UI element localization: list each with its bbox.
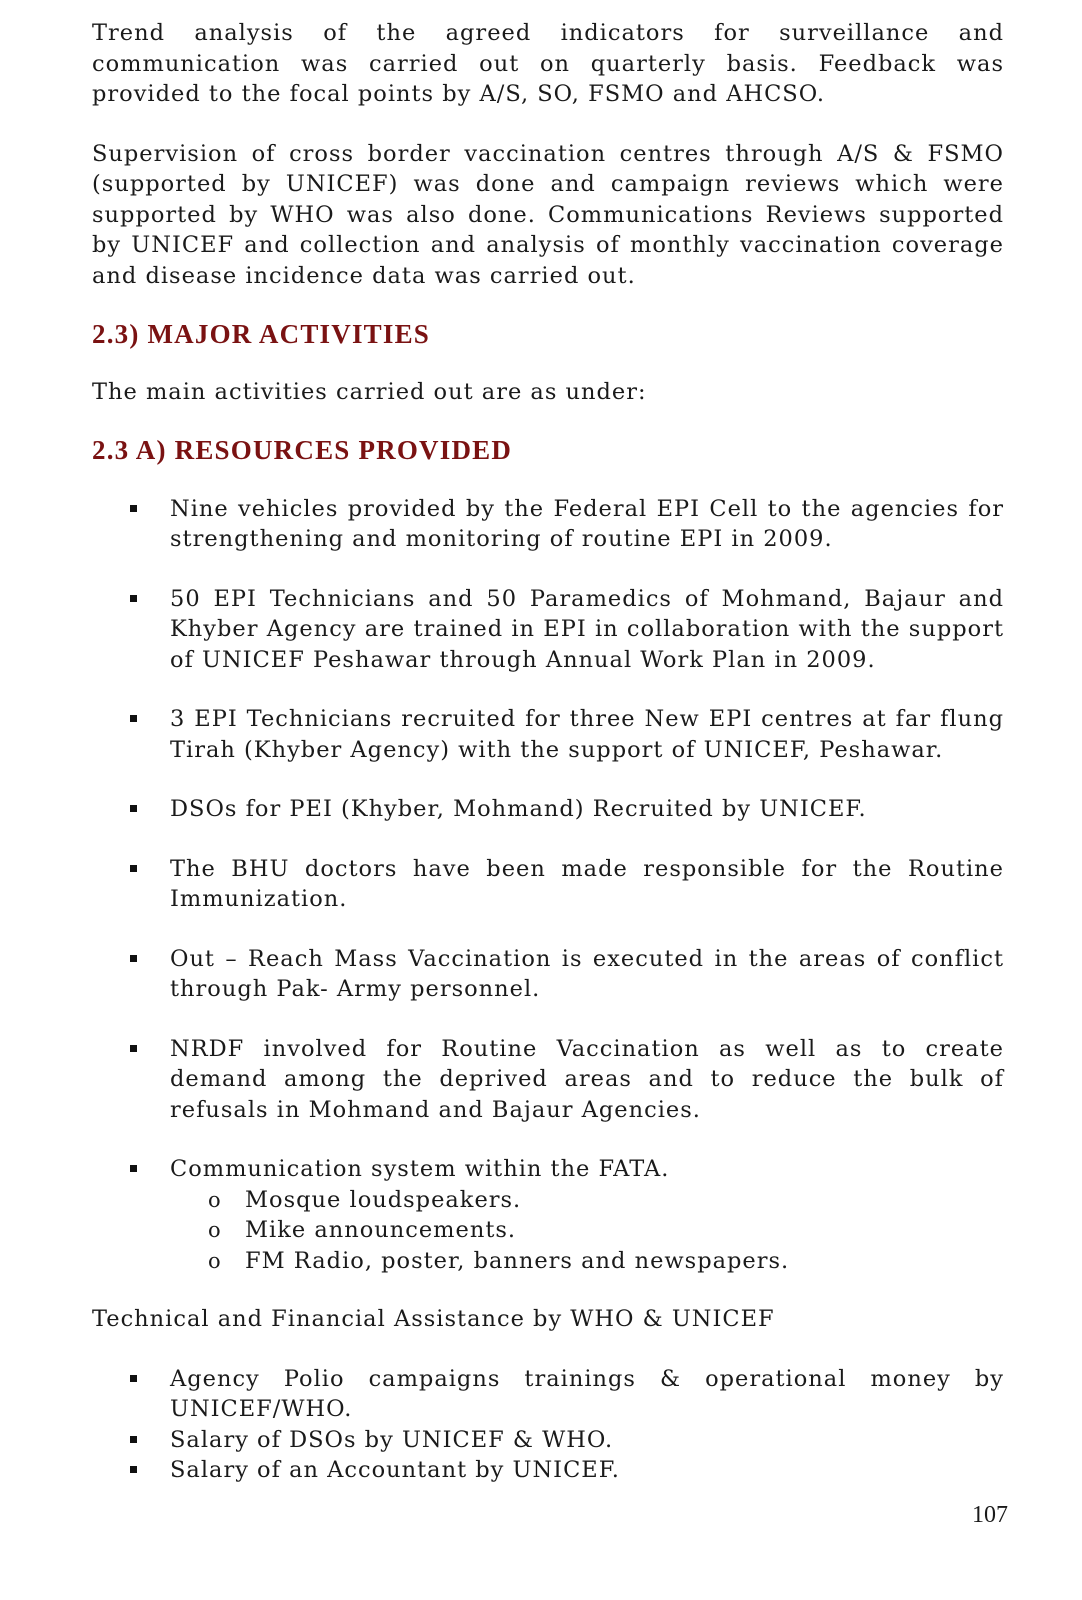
list-item [92, 1425, 1004, 1456]
list-item-text: Out – Reach Mass Vaccination is executed in the areas of conflict through Pak- Army personnel. [170, 945, 1004, 1002]
page-number: 107 [972, 1502, 1008, 1528]
sub-list-item [170, 1246, 1004, 1277]
resources-list [92, 494, 1004, 1277]
list-item-text: 3 EPI Technicians recruited for three New EPI centres at far flung Tirah (Khyber Agency) with the support of UNICEF, Peshawar. [170, 706, 1004, 763]
square-bullet-icon [130, 805, 137, 812]
circle-bullet-icon: o [208, 1187, 222, 1212]
list-item [92, 944, 1004, 1005]
trend-paragraph: Trend analysis of the agreed indicators for surveillance and communication was carried out on quarterly basis. Feedback was provided to the focal points by A/S, SO, FSMO and AHCSO. [92, 20, 1004, 107]
list-item-text: DSOs for PEI (Khyber, Mohmand) Recruited by UNICEF. [170, 796, 867, 822]
main-activities-intro: The main activities carried out are as under: [92, 379, 647, 405]
circle-bullet-icon: o [208, 1248, 222, 1273]
list-item-text: Nine vehicles provided by the Federal EPI Cell to the agencies for strengthening and monitoring of routine EPI in 2009. [170, 495, 1004, 552]
square-bullet-icon [130, 1375, 137, 1382]
list-item [92, 854, 1004, 915]
square-bullet-icon [130, 1436, 137, 1443]
list-item-text: Communication system within the FATA. [170, 1156, 670, 1182]
list-item [92, 1034, 1004, 1126]
circle-bullet-icon: o [208, 1218, 222, 1242]
list-item [92, 1154, 1004, 1276]
list-item [92, 794, 1004, 825]
square-bullet-icon [130, 1466, 137, 1473]
square-bullet-icon [130, 1045, 137, 1052]
list-item [92, 494, 1004, 555]
assistance-list [92, 1364, 1004, 1486]
communication-sub-list [170, 1185, 1004, 1277]
technical-assistance-paragraph: Technical and Financial Assistance by WHO & UNICEF [92, 1306, 775, 1332]
list-item-text: Salary of an Accountant by UNICEF. [170, 1457, 620, 1483]
square-bullet-icon [130, 1165, 137, 1172]
list-item-text: Salary of DSOs by UNICEF & WHO. [170, 1426, 614, 1453]
square-bullet-icon [130, 715, 137, 722]
sub-list-item-text: Mosque loudspeakers. [245, 1186, 522, 1213]
supervision-paragraph: Supervision of cross border vaccination centres through A/S & FSMO (supported by UNICEF) was done and campaign reviews which were supported by WHO was also done. Communications Reviews supported by UNICEF and collection and analysis of monthly vaccination coverage and disease incidence data was carried out. [92, 140, 1004, 289]
sub-list-item [170, 1215, 1004, 1246]
list-item-text: The BHU doctors have been made responsible for the Routine Immunization. [170, 855, 1004, 912]
major-activities-heading: 2.3) MAJOR ACTIVITIES [92, 319, 430, 349]
list-item [92, 704, 1004, 765]
document-page [92, 18, 1004, 1486]
sub-list-item-text: Mike announcements. [245, 1217, 517, 1243]
square-bullet-icon [130, 955, 137, 962]
sub-list-item-text: FM Radio, poster, banners and newspapers. [245, 1247, 790, 1274]
resources-provided-heading: 2.3 A) RESOURCES PROVIDED [92, 434, 513, 465]
sub-list-item [170, 1185, 1004, 1216]
square-bullet-icon [130, 505, 137, 512]
list-item-text: Agency Polio campaigns trainings & operational money by UNICEF/WHO. [170, 1365, 1004, 1422]
list-item-text: 50 EPI Technicians and 50 Paramedics of Mohmand, Bajaur and Khyber Agency are trained in EPI in collaboration with the support of UNICEF Peshawar through Annual Work Plan in 2009. [170, 585, 1004, 673]
square-bullet-icon [130, 595, 137, 602]
list-item-text: NRDF involved for Routine Vaccination as well as to create demand among the deprived areas and to reduce the bulk of refusals in Mohmand and Bajaur Agencies. [170, 1035, 1004, 1123]
list-item [92, 584, 1004, 676]
square-bullet-icon [130, 865, 137, 872]
list-item [92, 1364, 1004, 1425]
list-item [92, 1455, 1004, 1486]
